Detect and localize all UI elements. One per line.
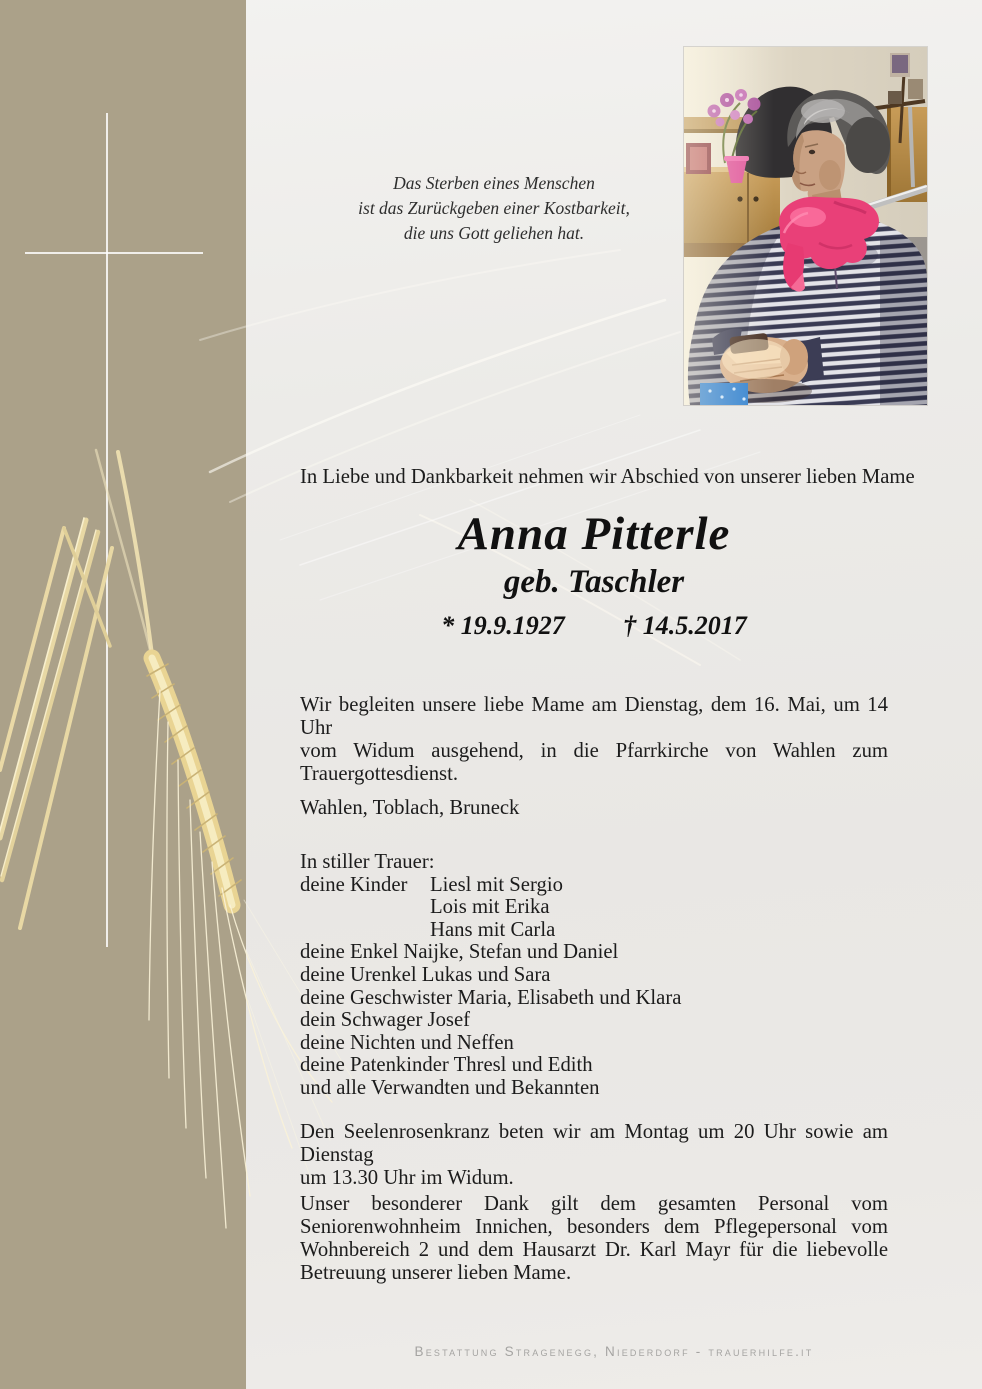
mourner-row: deine Patenkinder Thresl und Edith [300, 1054, 593, 1077]
thanks-line: Seniorenwohnheim Innichen, besonders dem Pflegepersonal vom [300, 1216, 888, 1238]
rosary-line: um 13.30 Uhr im Widum. [300, 1167, 514, 1189]
thanks-paragraph [300, 1193, 888, 1285]
thanks-line: Betreuung unserer lieben Mame. [300, 1262, 572, 1284]
mourner-row: deine Urenkel Lukas und Sara [300, 963, 551, 986]
quote-line: Das Sterben eines Menschen [393, 173, 595, 193]
children-label: deine Kinder [300, 873, 408, 896]
portrait-photo [684, 47, 927, 405]
mourner-row: deine Enkel Naijke, Stefan und Daniel [300, 941, 619, 964]
rosary-paragraph [300, 1121, 888, 1190]
quote-line: ist das Zurückgeben einer Kostbarkeit, [358, 198, 630, 218]
mourner-row [300, 896, 681, 919]
rosary-line: Den Seelenrosenkranz beten wir am Montag um 20 Uhr sowie am Dienstag [300, 1121, 888, 1166]
birth-date: * 19.9.1927 [441, 611, 565, 640]
thanks-line: Unser besonderer Dank gilt dem gesamten Personal vom [300, 1193, 888, 1215]
mourner-row: und alle Verwandten und Bekannten [300, 1076, 600, 1099]
memorial-quote [302, 171, 686, 246]
funeral-line: vom Widum ausgehend, in die Pfarrkirche von Wahlen zum [300, 740, 888, 762]
child-name: Hans mit Carla [430, 918, 556, 941]
thanks-line: Wohnbereich 2 und dem Hausarzt Dr. Karl Mayr für die liebevolle [300, 1239, 888, 1261]
death-date: † 14.5.2017 [623, 611, 747, 640]
child-name: Liesl mit Sergio [430, 873, 563, 896]
places-line: Wahlen, Toblach, Bruneck [300, 797, 520, 819]
life-dates [300, 610, 888, 642]
funeral-line: Wir begleiten unsere liebe Mame am Dienstag, dem 16. Mai, um 14 Uhr [300, 694, 888, 739]
mourner-row: deine Geschwister Maria, Elisabeth und Klara [300, 986, 682, 1009]
mourners-list [300, 851, 681, 1100]
funeral-line: Trauergottesdienst. [300, 763, 459, 785]
mourners-title: In stiller Trauer: [300, 851, 435, 873]
farewell-intro: In Liebe und Dankbarkeit nehmen wir Abschied von unserer lieben Mame [300, 466, 915, 488]
maiden-name: geb. Taschler [503, 564, 685, 600]
deceased-name: Anna Pitterle [457, 508, 731, 560]
mourner-row: deine Nichten und Neffen [300, 1031, 514, 1054]
mourner-row [300, 874, 681, 897]
mourner-row [300, 919, 681, 942]
funeral-home-footer: Bestattung Stragenegg, Niederdorf - trauerhilfe.it [414, 1344, 814, 1359]
child-name: Lois mit Erika [430, 896, 550, 919]
deceased-name-block [300, 506, 888, 642]
funeral-paragraph [300, 694, 888, 786]
quote-line: die uns Gott geliehen hat. [403, 223, 585, 243]
mourner-row: dein Schwager Josef [300, 1009, 471, 1032]
